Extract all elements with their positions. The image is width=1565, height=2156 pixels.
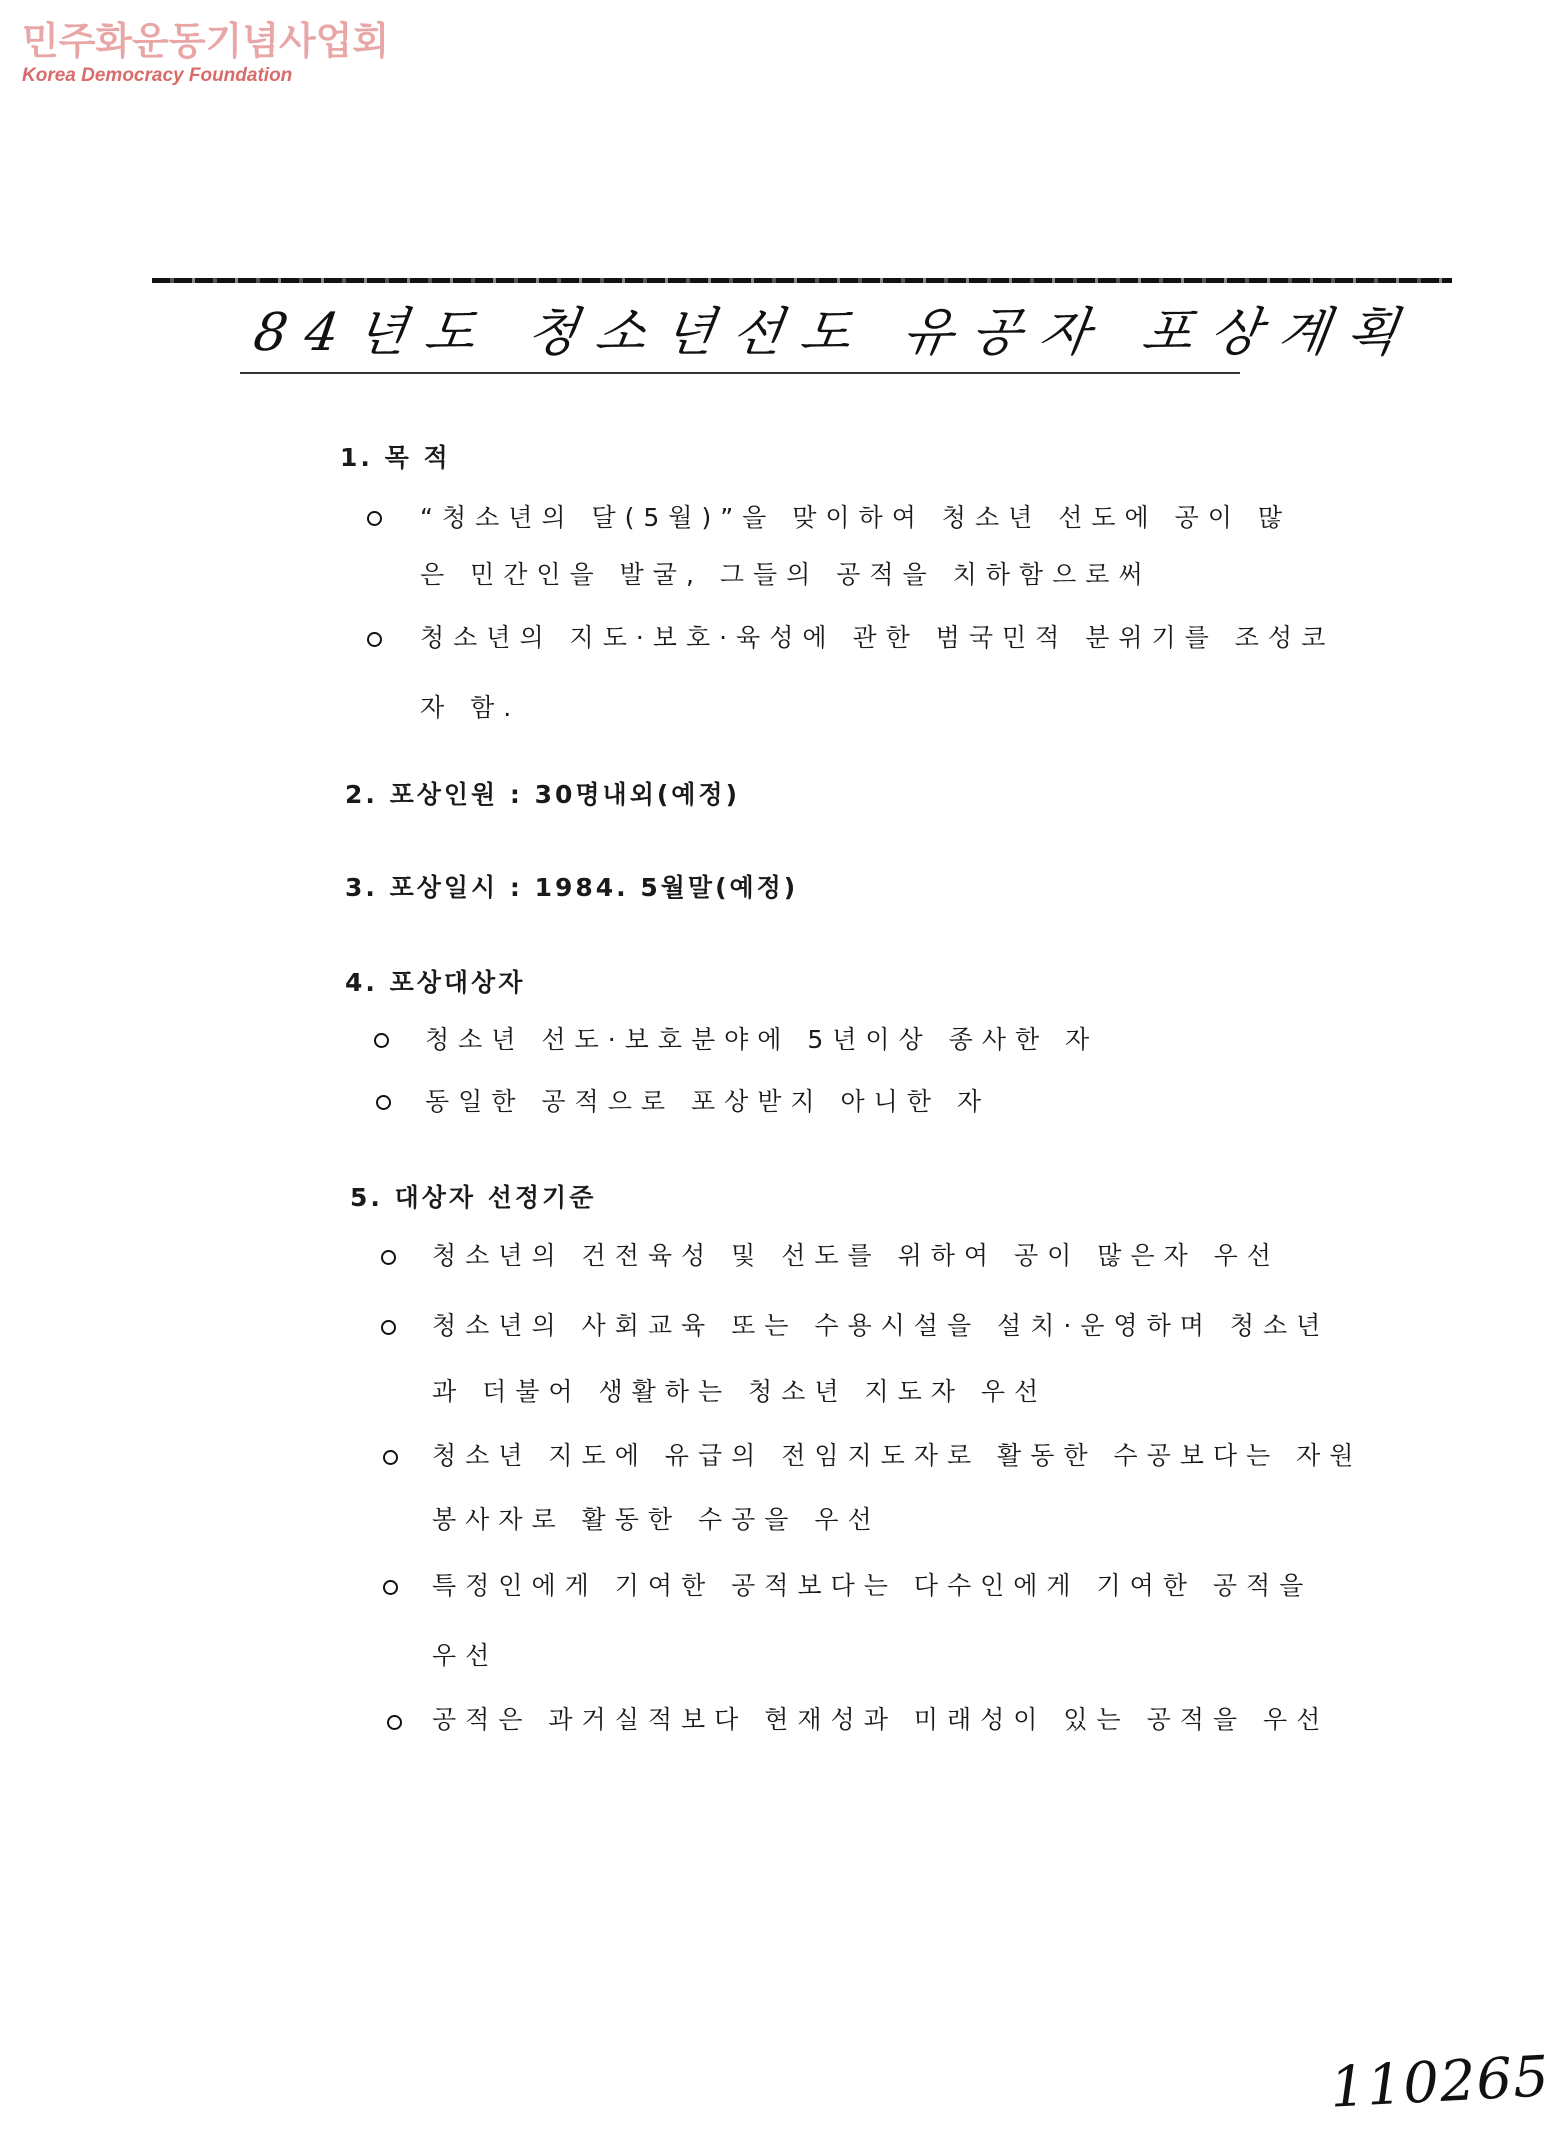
title-underline — [240, 372, 1240, 374]
handwritten-title: 84년도 청소년선도 유공자 포상계획 — [250, 303, 1420, 363]
section-5-heading: 5. 대상자 선정기준 — [350, 1183, 597, 1212]
bullet-icon — [383, 1580, 398, 1595]
bullet-icon — [381, 1250, 396, 1265]
section-5-line-2: 청소년의 사회교육 또는 수용시설을 설치·운영하며 청소년 — [432, 1311, 1330, 1340]
section-5-line-4: 청소년 지도에 유급의 전임지도자로 활동한 수공보다는 자원 — [432, 1441, 1363, 1470]
watermark-english: Korea Democracy Foundation — [22, 65, 293, 86]
section-5-line-5: 봉사자로 활동한 수공을 우선 — [432, 1505, 881, 1534]
section-5-line-1: 청소년의 건전육성 및 선도를 위하여 공이 많은자 우선 — [432, 1241, 1280, 1270]
section-1-line-2: 은 민간인을 발굴, 그들의 공적을 치하함으로써 — [420, 560, 1152, 589]
section-1-line-3: 청소년의 지도·보호·육성에 관한 범국민적 분위기를 조성코 — [420, 623, 1335, 652]
bullet-icon — [376, 1095, 391, 1110]
handwritten-page-number: 110265 — [1328, 2044, 1552, 2121]
section-4-line-1: 청소년 선도·보호분야에 5년이상 종사한 자 — [425, 1025, 1099, 1054]
section-1-line-4: 자 함. — [420, 693, 521, 722]
bullet-icon — [381, 1320, 396, 1335]
section-2-heading: 2. 포상인원 : 30명내외(예정) — [345, 780, 740, 809]
bullet-icon — [367, 511, 382, 526]
watermark-korean: 민주화운동기념사업회 — [22, 19, 390, 63]
bullet-icon — [374, 1033, 389, 1048]
section-5-line-3: 과 더불어 생활하는 청소년 지도자 우선 — [432, 1377, 1048, 1406]
section-4-heading: 4. 포상대상자 — [345, 968, 526, 997]
bullet-icon — [383, 1450, 398, 1465]
section-4-line-2: 동일한 공적으로 포상받지 아니한 자 — [425, 1087, 991, 1116]
bullet-icon — [387, 1715, 402, 1730]
section-5-line-7: 우선 — [432, 1641, 499, 1670]
top-rule — [152, 278, 1452, 283]
section-5-line-8: 공적은 과거실적보다 현재성과 미래성이 있는 공적을 우선 — [432, 1705, 1330, 1734]
section-1-heading: 1. 목 적 — [340, 443, 451, 472]
section-5-line-6: 특정인에게 기여한 공적보다는 다수인에게 기여한 공적을 — [432, 1571, 1313, 1600]
foundation-watermark — [22, 18, 389, 88]
section-3-heading: 3. 포상일시 : 1984. 5월말(예정) — [345, 873, 799, 902]
section-1-line-1: “청소년의 달(5월)”을 맞이하여 청소년 선도에 공이 많 — [420, 503, 1291, 532]
bullet-icon — [367, 632, 382, 647]
